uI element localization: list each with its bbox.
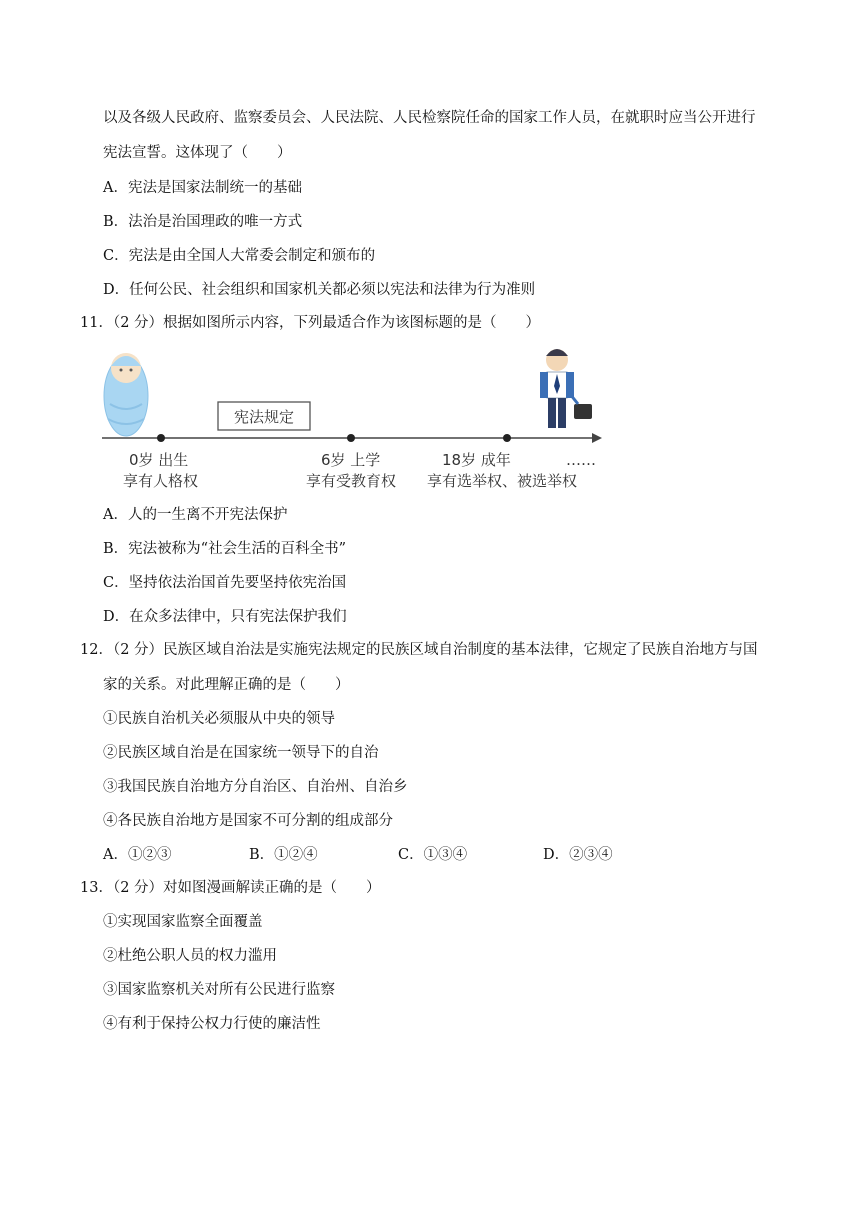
point-0-age: 0岁 出生 bbox=[129, 451, 189, 469]
point-18-age: 18岁 成年 bbox=[442, 451, 511, 469]
q12-option-a: A．①②③ bbox=[103, 847, 172, 863]
q13-item-3: ③国家监察机关对所有公民进行监察 bbox=[103, 982, 335, 998]
arrow-head-icon bbox=[592, 433, 602, 443]
q10-option-a: A．宪法是国家法制统一的基础 bbox=[103, 180, 302, 196]
q10-stem-line1: 以及各级人民政府、监察委员会、人民法院、人民检察院任命的国家工作人员，在就职时应当公开进行 bbox=[103, 110, 756, 126]
q11-stem: 11．（2 分）根据如图所示内容，下列最适合作为该图标题的是（ ） bbox=[80, 315, 541, 331]
q12-item-2: ②民族区域自治是在国家统一领导下的自治 bbox=[103, 745, 379, 761]
q12-option-c: C．①③④ bbox=[398, 847, 468, 863]
point-18-right: 享有选举权、被选举权 bbox=[427, 472, 578, 490]
q10-option-d: D．任何公民、社会组织和国家机关都必须以宪法和法律为行为准则 bbox=[103, 282, 536, 298]
q11-option-d: D．在众多法律中，只有宪法保护我们 bbox=[103, 609, 347, 625]
q12-option-b: B．①②④ bbox=[249, 847, 318, 863]
timeline-point-6 bbox=[347, 434, 355, 442]
q10-stem-line2: 宪法宣誓。这体现了（ ） bbox=[103, 145, 292, 161]
box-label: 宪法规定 bbox=[233, 408, 295, 426]
baby-icon bbox=[104, 353, 148, 436]
timeline-point-18 bbox=[503, 434, 511, 442]
q13-stem: 13．（2 分）对如图漫画解读正确的是（ ） bbox=[80, 880, 381, 896]
q10-option-b: B．法治是治国理政的唯一方式 bbox=[103, 214, 303, 230]
q12-item-4: ④各民族自治地方是国家不可分割的组成部分 bbox=[103, 813, 393, 829]
q12-item-1: ①民族自治机关必须服从中央的领导 bbox=[103, 711, 335, 727]
q12-item-3: ③我国民族自治地方分自治区、自治州、自治乡 bbox=[103, 779, 408, 795]
q12-option-d: D．②③④ bbox=[543, 847, 613, 863]
q12-stem-line2: 家的关系。对此理解正确的是（ ） bbox=[103, 677, 350, 693]
q13-item-2: ②杜绝公职人员的权力滥用 bbox=[103, 948, 277, 964]
timeline-ellipsis: …… bbox=[566, 451, 596, 469]
q11-timeline-figure bbox=[96, 344, 606, 494]
q12-stem-line1: 12．（2 分）民族区域自治法是实施宪法规定的民族区域自治制度的基本法律，它规定了民族自治地方与国 bbox=[80, 642, 758, 658]
q13-item-4: ④有利于保持公权力行使的廉洁性 bbox=[103, 1016, 321, 1032]
q10-option-c: C．宪法是由全国人大常委会制定和颁布的 bbox=[103, 248, 376, 264]
q11-option-c: C．坚持依法治国首先要坚持依宪治国 bbox=[103, 575, 347, 591]
point-0-right: 享有人格权 bbox=[123, 472, 199, 490]
point-6-right: 享有受教育权 bbox=[306, 472, 397, 490]
timeline-point-0 bbox=[157, 434, 165, 442]
q11-option-a: A．人的一生离不开宪法保护 bbox=[103, 507, 288, 523]
q13-item-1: ①实现国家监察全面覆盖 bbox=[103, 914, 263, 930]
point-6-age: 6岁 上学 bbox=[321, 451, 381, 469]
businessman-icon bbox=[540, 349, 592, 428]
q11-option-b: B．宪法被称为“社会生活的百科全书” bbox=[103, 541, 346, 557]
